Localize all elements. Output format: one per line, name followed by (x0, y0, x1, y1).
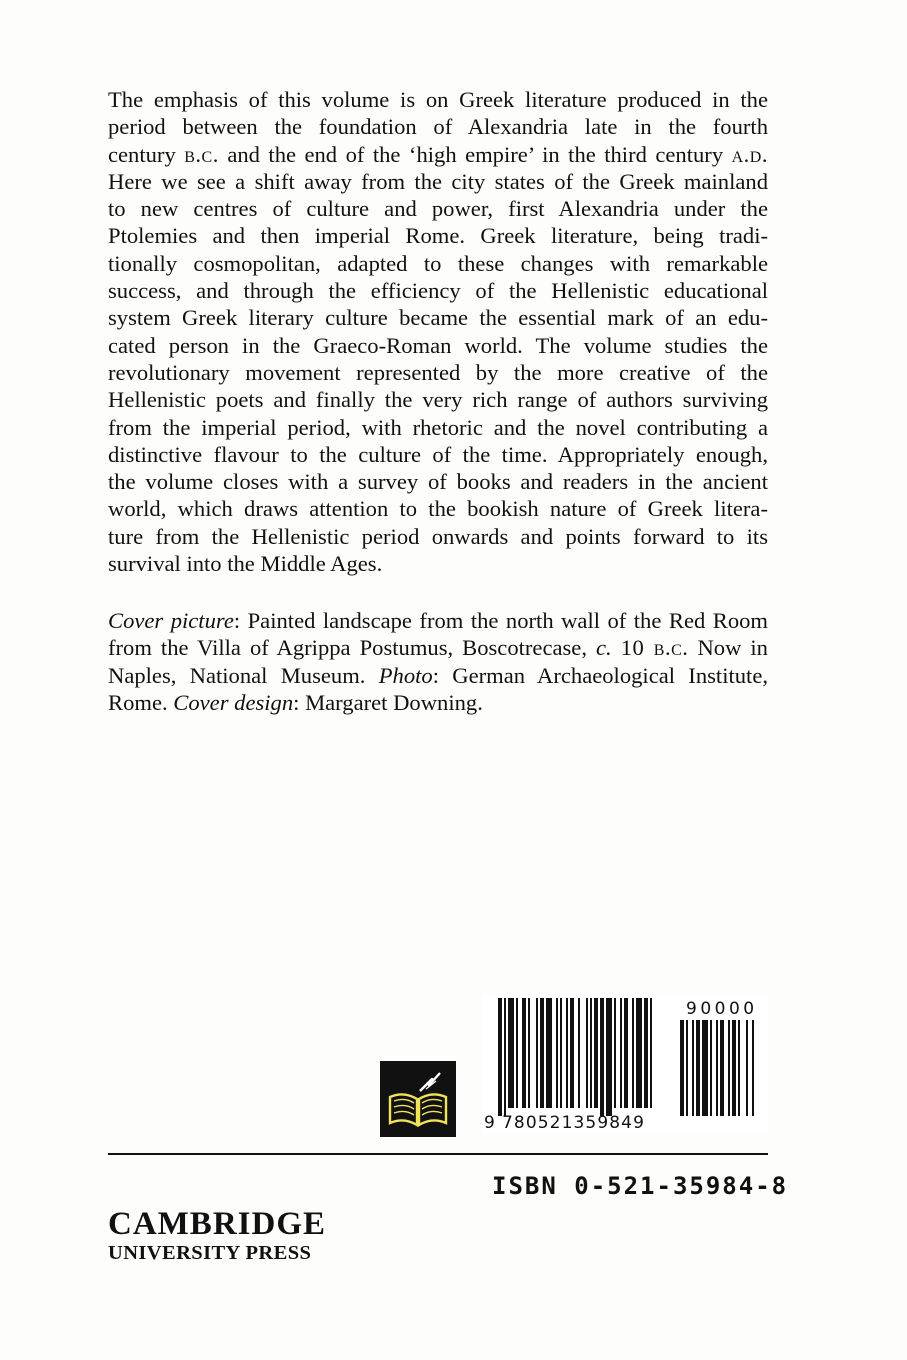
barcode-addon-bar (696, 1020, 700, 1116)
small-caps-text: a.d. (731, 141, 768, 167)
isbn-number: ISBN 0-521-35984-8 (492, 1172, 789, 1200)
blurb-line: system Greek literary culture became the essential mark of an edu- (108, 305, 768, 331)
barcode-leading-digit: 9 (484, 1113, 495, 1133)
barcode-addon-bar (692, 1020, 694, 1116)
barcode-addon-bar (746, 1020, 748, 1116)
barcode-addon-bar (752, 1020, 754, 1116)
barcode-digits: 780521359849 (502, 1113, 645, 1133)
barcode-bar (508, 998, 514, 1108)
barcode-addon-bar (716, 1020, 718, 1116)
barcode-bar (528, 998, 530, 1108)
barcode-main-bars (498, 998, 652, 1116)
barcode-addon-bar (728, 1020, 730, 1116)
blurb-line: cated person in the Graeco-Roman world. The volume studies the (108, 332, 768, 358)
barcode-bar (578, 998, 580, 1108)
italic-text: Cover design (173, 689, 294, 715)
barcode-bar (540, 998, 544, 1108)
blurb-line: success, and through the efficiency of the Hellenistic educational (108, 278, 768, 304)
open-book-icon (380, 1061, 456, 1137)
barcode-bar (606, 998, 612, 1116)
barcode-bar (516, 998, 518, 1108)
blurb-line: ture from the Hellenistic period onwards and points forward to its (108, 523, 768, 549)
blurb-line: revolutionary movement represented by the more creative of the (108, 359, 768, 385)
blurb-line: to new centres of culture and power, first Alexandria under the (108, 196, 768, 222)
barcode-bar (586, 998, 588, 1108)
small-caps-text: b.c. (184, 141, 219, 167)
credits-line: from the Villa of Agrippa Postumus, Boscotrecase, c. 10 b.c. Now in (108, 635, 768, 661)
barcode-addon-bar (732, 1020, 736, 1116)
barcode-bar (620, 998, 622, 1108)
blurb-line: Here we see a shift away from the city states of the Greek mainland (108, 168, 768, 194)
blurb-line: from the imperial period, with rhetoric and the novel contributing a (108, 414, 768, 440)
blurb-line: world, which draws attention to the bookish nature of Greek litera- (108, 496, 768, 522)
italic-text: Photo (378, 662, 433, 688)
cover-credits (108, 607, 768, 716)
credits-line: Naples, National Museum. Photo: German Archaeological Institute, (108, 662, 768, 688)
barcode-addon-digits: 90000 (686, 999, 758, 1019)
blurb-line: tionally cosmopolitan, adapted to these changes with remarkable (108, 250, 768, 276)
barcode-bar (594, 998, 598, 1108)
publisher-subtitle: UNIVERSITY PRESS (108, 1242, 312, 1264)
barcode-bar (566, 998, 568, 1108)
blurb-line: century b.c. and the end of the ‘high empire’ in the third century a.d. (108, 141, 768, 167)
blurb-line: distinctive flavour to the culture of the time. Appropriately enough, (108, 441, 768, 467)
barcode-bar (636, 998, 642, 1108)
barcode-addon-bar (738, 1020, 740, 1116)
blurb-line: The emphasis of this volume is on Greek literature produced in the (108, 87, 768, 112)
barcode-bar (504, 998, 506, 1116)
barcode-bar (644, 998, 648, 1108)
blurb-line: survival into the Middle Ages. (108, 551, 383, 577)
publisher-logo (380, 1061, 456, 1137)
barcode-bar (624, 998, 628, 1108)
credits-line: Rome. Cover design: Margaret Downing. (108, 689, 483, 715)
barcode-addon-bar (710, 1020, 712, 1116)
divider-rule (108, 1153, 768, 1155)
barcode-addon-bar (680, 1020, 684, 1116)
publisher-name: CAMBRIDGE (108, 1206, 327, 1242)
barcode-bar (600, 998, 604, 1116)
barcode-bar (498, 998, 502, 1116)
credits-line: Cover picture: Painted landscape from the north wall of the Red Room (108, 608, 768, 633)
isbn-barcode (482, 994, 768, 1134)
barcode-bar (590, 998, 592, 1108)
barcode-bar (570, 998, 574, 1108)
blurb-line: period between the foundation of Alexandria late in the fourth (108, 114, 768, 140)
barcode-bar (556, 998, 558, 1108)
barcode-addon-bar (702, 1020, 708, 1116)
barcode-addon-bar (686, 1020, 688, 1116)
italic-text: Cover picture (108, 608, 234, 633)
blurb-paragraph (108, 86, 768, 577)
barcode-bar (650, 998, 652, 1108)
blurb-line: the volume closes with a survey of books and readers in the ancient (108, 469, 768, 495)
barcode-bar (560, 998, 562, 1108)
blurb-line: Hellenistic poets and finally the very rich range of authors surviving (108, 387, 768, 413)
barcode-bar (546, 998, 552, 1108)
barcode-addon-bars (680, 1020, 754, 1116)
barcode-bar (632, 998, 634, 1108)
barcode-bar (536, 998, 538, 1108)
barcode-bar (522, 998, 526, 1108)
barcode-graphic (482, 994, 768, 1134)
barcode-bar (614, 998, 616, 1108)
small-caps-text: 10 b.c. (620, 635, 689, 661)
blurb-line: Ptolemies and then imperial Rome. Greek literature, being tradi- (108, 223, 768, 249)
barcode-addon-bar (720, 1020, 724, 1116)
italic-text: c. (596, 635, 612, 661)
